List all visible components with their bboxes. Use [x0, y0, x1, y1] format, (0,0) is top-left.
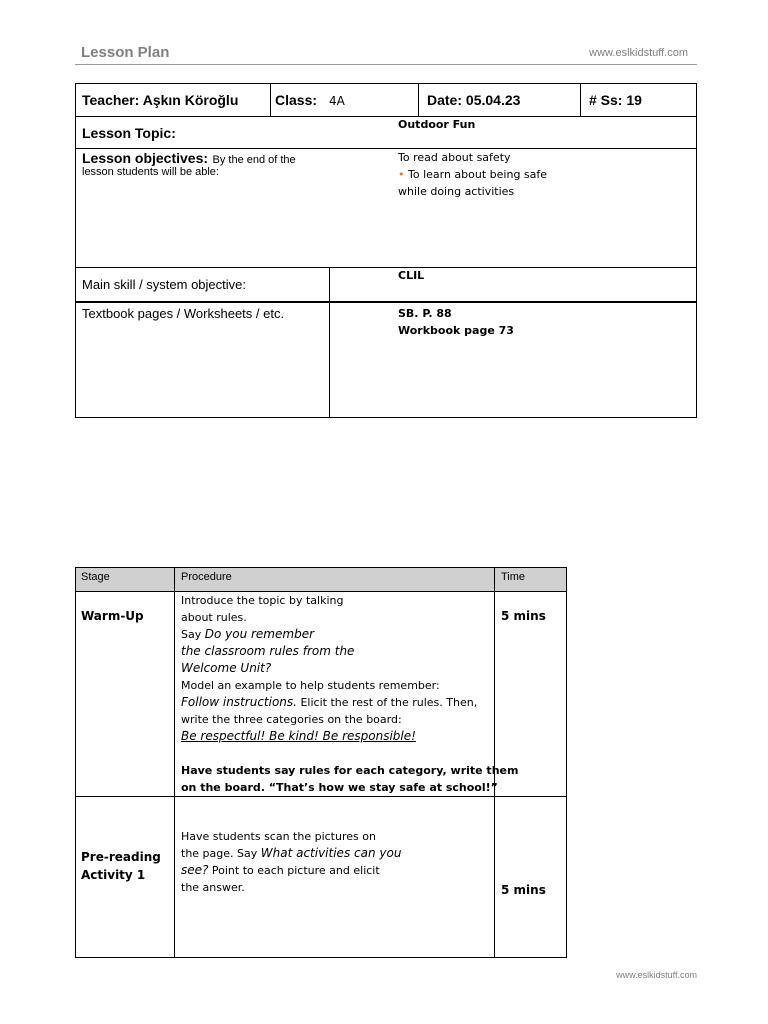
procedure-header-cell [174, 567, 495, 592]
class-label: Class: [275, 92, 318, 108]
materials-value [398, 305, 514, 339]
warmup-line-5: Welcome Unit? [181, 661, 272, 675]
students-value: 19 [626, 92, 642, 108]
stage-header: Stage [81, 571, 110, 583]
objectives-value [398, 149, 547, 200]
warmup-line-2: about rules. [181, 611, 247, 624]
materials-value-1: SB. P. 88 [398, 307, 452, 320]
skill-label-cell [75, 267, 330, 302]
date-cell [418, 83, 581, 117]
warmup-line-10: Have students say rules for each category, write them [181, 764, 519, 777]
topic-label: Lesson Topic: [82, 125, 176, 141]
teacher-label-text: Teacher: [82, 92, 140, 108]
prereading-line-3 [181, 862, 401, 879]
warmup-spacer [181, 745, 518, 762]
teacher-label [82, 92, 238, 108]
warmup-procedure-cell [174, 591, 519, 797]
prereading-stage-cell [75, 796, 175, 958]
materials-value-cell [329, 301, 697, 418]
materials-label-cell [75, 301, 330, 418]
prereading-stage-line-1: Pre-reading [81, 850, 161, 864]
page-footer-url: www.eslkidstuff.com [616, 970, 697, 980]
materials-value-2: Workbook page 73 [398, 324, 514, 337]
class-cell [270, 83, 419, 117]
warmup-line-4: the classroom rules from the [181, 644, 355, 658]
skill-label: Main skill / system objective: [82, 277, 246, 292]
prereading-line-3a: see? [181, 863, 209, 877]
warmup-line-7a: Follow instructions. [181, 695, 297, 709]
warmup-procedure [181, 592, 518, 796]
bullet-icon: • [398, 168, 405, 181]
warmup-time: 5 mins [501, 609, 546, 623]
warmup-line-9: Be respectful! Be kind! Be responsible! [181, 729, 416, 743]
prereading-time-cell [494, 796, 567, 958]
objectives-row [75, 148, 697, 268]
warmup-line-3b: Do you remember [204, 627, 315, 641]
prereading-line-2b: What activities can you [260, 846, 402, 860]
stage-header-cell [75, 567, 175, 592]
page-header-title: Lesson Plan [81, 44, 170, 61]
time-header-cell [494, 567, 567, 592]
prereading-line-2 [181, 845, 401, 862]
prereading-procedure [181, 828, 401, 896]
warmup-line-11: on the board. “That’s how we stay safe at school!” [181, 781, 498, 794]
prereading-line-4: the answer. [181, 881, 245, 894]
time-header: Time [501, 571, 526, 583]
warmup-stage: Warm-Up [81, 609, 144, 623]
prereading-line-3b: Point to each picture and elicit [208, 864, 380, 877]
date-label-text: Date: [427, 92, 463, 108]
prereading-procedure-cell [174, 796, 495, 958]
teacher-value: Aşkın Köroğlu [142, 92, 239, 108]
class-value: 4A [329, 94, 345, 108]
warmup-stage-cell [75, 591, 175, 797]
prereading-line-1: Have students scan the pictures on [181, 830, 376, 843]
date-value: 05.04.23 [465, 92, 521, 108]
prereading-time: 5 mins [501, 883, 546, 897]
students-cell [580, 83, 697, 117]
objectives-label-suffix: By the end of the [212, 154, 296, 166]
objective-2 [398, 166, 547, 183]
warmup-line-3a: Say [181, 628, 205, 641]
students-label [589, 92, 642, 108]
warmup-line-7 [181, 694, 518, 711]
procedure-header: Procedure [181, 571, 232, 583]
prereading-stage-line-2: Activity 1 [81, 868, 146, 882]
warmup-line-1: Introduce the topic by talking [181, 594, 344, 607]
warmup-line-8: write the three categories on the board: [181, 713, 402, 726]
materials-label: Textbook pages / Worksheets / etc. [82, 306, 285, 321]
objective-2-text: To learn about being safe [404, 168, 548, 181]
warmup-line-3 [181, 626, 518, 643]
skill-value: CLIL [398, 269, 425, 282]
objective-1: To read about safety [398, 151, 511, 164]
objective-3: while doing activities [398, 185, 515, 198]
warmup-line-6: Model an example to help students remember: [181, 679, 440, 692]
warmup-line-7b: Elicit the rest of the rules. Then, [296, 696, 478, 709]
students-label-text: # Ss: [589, 92, 623, 108]
teacher-cell [75, 83, 271, 117]
date-label [427, 92, 520, 108]
header-divider [75, 64, 697, 65]
objectives-label-line2: lesson students will be able: [82, 166, 219, 178]
skill-value-cell [329, 267, 697, 302]
prereading-line-2a: the page. Say [181, 847, 261, 860]
topic-row [75, 116, 697, 149]
warmup-time-cell [494, 591, 567, 797]
page-header-url: www.eslkidstuff.com [589, 47, 688, 59]
objectives-label-text: Lesson objectives: [82, 150, 209, 166]
topic-value: Outdoor Fun [398, 118, 476, 131]
prereading-stage [81, 848, 161, 884]
